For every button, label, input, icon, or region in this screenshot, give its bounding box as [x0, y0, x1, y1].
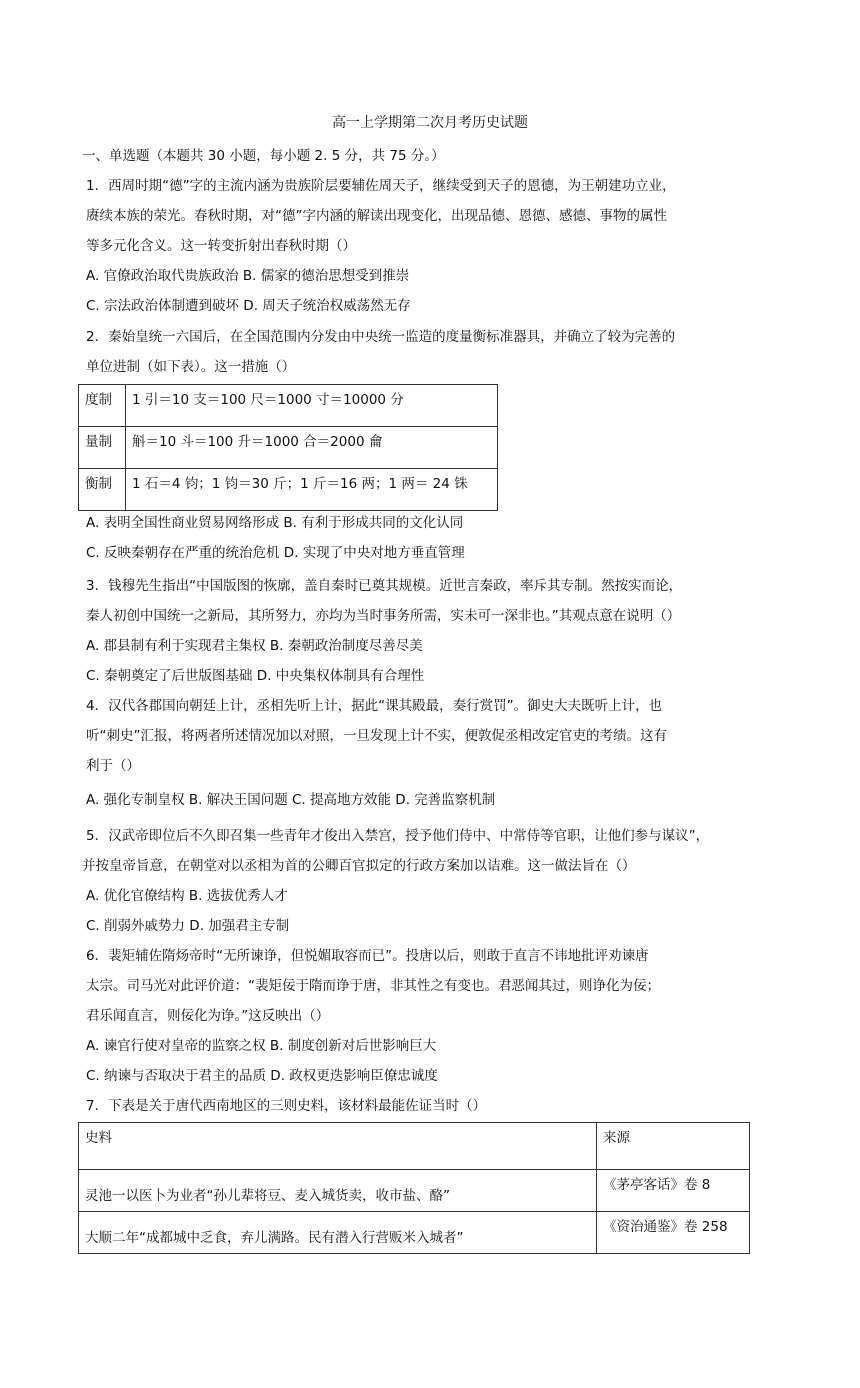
section-heading: 一、单选题（本题共 30 小题，每小题 2. 5 分，共 75 分。） [82, 148, 445, 164]
q6-line-2: 太宗。司马光对此评价道：“裴矩佞于隋而诤于唐，非其性之有变也。君恶闻其过，则诤化为佞； [86, 978, 660, 994]
q1-option-ab: A. 官僚政治取代贵族政治 B. 儒家的德治思想受到推崇 [86, 268, 410, 284]
page-title: 高一上学期第二次月考历史试题 [332, 115, 528, 131]
table-cell-source: 《茅亭客话》卷 8 [597, 1170, 750, 1212]
q3-option-cd: C. 秦朝奠定了后世版图基础 D. 中央集权体制具有合理性 [86, 668, 425, 684]
table-row [79, 385, 498, 427]
table-cell-key: 度制 [79, 385, 126, 427]
q5-option-cd: C. 削弱外戚势力 D. 加强君主专制 [86, 918, 290, 934]
q3-line-1: 3．钱穆先生指出“中国版图的恢廓，盖自秦时已奠其规模。近世言秦政，率斥其专制。然按实而论， [86, 578, 683, 594]
q2-line-2: 单位进制（如下表）。这一措施（） [86, 359, 296, 375]
q5-line-2: 并按皇帝旨意，在朝堂对以丞相为首的公卿百官拟定的行政方案加以诘难。这一做法旨在（） [82, 858, 636, 874]
table-row [79, 1123, 750, 1170]
q6-line-1: 6．裴矩辅佐隋炀帝时“无所谏诤，但悦媚取容而已”。投唐以后，则敢于直言不讳地批评劝谏唐 [86, 948, 649, 964]
q5-option-ab: A. 优化官僚结构 B. 选拔优秀人才 [86, 888, 288, 904]
table-cell-key: 衡制 [79, 469, 126, 511]
q1-option-cd: C. 宗法政治体制遭到破坏 D. 周天子统治权威荡然无存 [86, 298, 411, 314]
table-cell-value: 斛＝10 斗＝100 升＝1000 合＝2000 龠 [126, 427, 498, 469]
q1-line-1: 1．西周时期“德”字的主流内涵为贵族阶层要辅佐周天子，继续受到天子的恩德，为王朝建功立业， [86, 178, 676, 194]
table-row [79, 427, 498, 469]
q4-line-3: 利于（） [86, 758, 140, 774]
q5-line-1: 5．汉武帝即位后不久即召集一些青年才俊出入禁宫，授予他们侍中、中常侍等官职，让他们参与谋议”， [86, 828, 710, 844]
q3-line-2: 秦人初创中国统一之新局，其所努力，亦均为当时事务所需，实未可一深非也。”其观点意在说明（） [86, 608, 681, 624]
table-cell-value: 1 引＝10 支＝100 尺＝1000 寸＝10000 分 [126, 385, 498, 427]
table-cell-value: 1 石＝4 钧；1 钧＝30 斤；1 斤＝16 两；1 两＝ 24 铢 [126, 469, 498, 511]
q2-line-1: 2．秦始皇统一六国后，在全国范围内分发由中央统一监造的度量衡标准器具，并确立了较为完善的 [86, 329, 676, 345]
q6-option-cd: C. 纳谏与否取决于君主的品质 D. 政权更迭影响臣僚忠诚度 [86, 1068, 438, 1084]
q3-option-ab: A. 郡县制有利于实现君主集权 B. 秦朝政治制度尽善尽美 [86, 638, 423, 654]
table-cell-source: 《资治通鉴》卷 258 [597, 1212, 750, 1254]
q7-line-1: 7．下表是关于唐代西南地区的三则史料，该材料最能佐证当时（） [86, 1098, 487, 1114]
q2-option-ab: A. 表明全国性商业贸易网络形成 B. 有利于形成共同的文化认同 [86, 515, 464, 531]
q2-option-cd: C. 反映秦朝存在严重的统治危机 D. 实现了中央对地方垂直管理 [86, 545, 465, 561]
table-header-text: 史料 [79, 1123, 597, 1170]
table-cell-text: 大顺二年“成都城中乏食，弃儿满路。民有潜入行营贩米入城者” [79, 1212, 597, 1254]
table-cell-text: 灵池一以医卜为业者“孙儿辈将豆、麦入城货卖，收市盐、酪” [79, 1170, 597, 1212]
q4-line-1: 4．汉代各郡国向朝廷上计，丞相先听上计，据此“课其殿最，奏行赏罚”。御史大夫既听上计，也 [86, 698, 663, 714]
table-cell-key: 量制 [79, 427, 126, 469]
q1-line-2: 赓续本族的荣光。春秋时期，对“德”字内涵的解读出现变化，出现品德、恩德、感德、事物的属性 [86, 208, 667, 224]
q6-line-3: 君乐闻直言，则佞化为诤。”这反映出（） [86, 1008, 330, 1024]
q4-line-2: 听“刺史”汇报，将两者所述情况加以对照，一旦发现上计不实，便敦促丞相改定官吏的考绩。这有 [86, 728, 667, 744]
q6-option-ab: A. 谏官行使对皇帝的监察之权 B. 制度创新对后世影响巨大 [86, 1038, 437, 1054]
measurement-table [78, 384, 498, 511]
table-row [79, 1170, 750, 1212]
q1-line-3: 等多元化含义。这一转变折射出春秋时期（） [86, 238, 356, 254]
sources-table [78, 1122, 750, 1254]
table-row [79, 469, 498, 511]
table-header-source: 来源 [597, 1123, 750, 1170]
q4-options: A. 强化专制皇权 B. 解决王国问题 C. 提高地方效能 D. 完善监察机制 [86, 792, 496, 808]
table-row [79, 1212, 750, 1254]
